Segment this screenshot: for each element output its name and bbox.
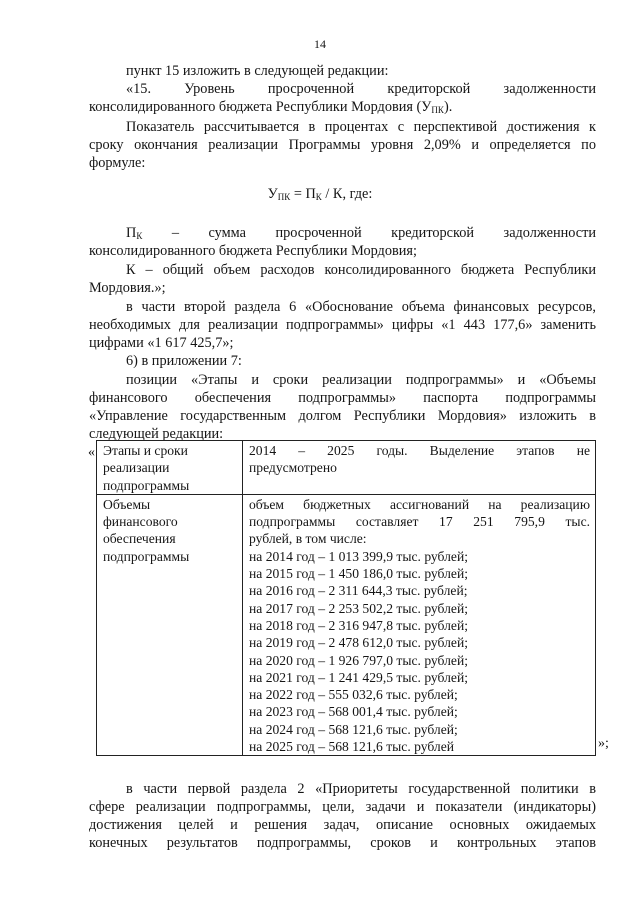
def-pk-line-1: $П_К$ – сумма просроченной кредиторской задолженности bbox=[126, 225, 596, 241]
passport-table bbox=[96, 440, 596, 756]
section2-line-2: сфере реализации подпрограммы, цели, задачи и показатели (индикаторы) bbox=[89, 799, 596, 815]
section2-line-3: достижения целей и решения задач, описание основных ожидаемых bbox=[89, 817, 596, 833]
year-line: на 2023 год – 568 001,4 тыс. рублей; bbox=[249, 704, 458, 720]
formula: $У_{ПК} = П_К / К$, где: bbox=[267, 186, 373, 202]
positions-line-4: следующей редакции: bbox=[89, 426, 224, 442]
row-value-stages: 2014 – 2025 годы. Выделение этапов не предусмотрено bbox=[243, 441, 596, 495]
section6-line-2: необходимых для реализации подпрограммы» цифры «1 443 177,6» заменить bbox=[89, 317, 596, 333]
subscript-pk: ПК bbox=[431, 105, 444, 115]
appendix-line: 6) в приложении 7: bbox=[126, 353, 242, 369]
year-line: на 2025 год – 568 121,6 тыс. рублей bbox=[249, 739, 455, 755]
def-pk-line-2: консолидированного бюджета Республики Мордовия; bbox=[89, 243, 417, 259]
positions-line-3: «Управление государственным долгом Республики Мордовия» изложить в bbox=[89, 408, 596, 424]
calc-line-1: Показатель рассчитывается в процентах с перспективой достижения к bbox=[126, 119, 596, 135]
table-row bbox=[97, 441, 596, 495]
def-k-line-1: К – общий объем расходов консолидированного бюджета Республики bbox=[126, 262, 596, 278]
positions-line-1: позиции «Этапы и сроки реализации подпрограммы» и «Объемы bbox=[126, 372, 596, 388]
year-line: на 2014 год – 1 013 399,9 тыс. рублей; bbox=[249, 548, 468, 564]
calc-line-3: формуле: bbox=[89, 155, 146, 171]
section6-line-3: цифрами «1 617 425,7»; bbox=[89, 335, 234, 351]
year-line: на 2021 год – 1 241 429,5 тыс. рублей; bbox=[249, 669, 468, 685]
row-value-funding: объем бюджетных ассигнований на реализацию подпрограммы составляет 17 251 795,9 тыс. рублей, в том числе: на 2014 год – 1 013 399,9 тыс. рублей; на 2015 год – 1 450 186,0 тыс. рублей; на 2016 год – 2 311 644,3 тыс. рублей; на 2017 год – 2 253 502,2 тыс. рублей; на 2018 год – 2 316 947,8 тыс. рублей; на 2019 год – 2 478 612,0 тыс. рублей; на 2020 год – 1 926 797,0 тыс. рублей; на 2021 год – 1 241 429,5 тыс. рублей; на 2022 год – 555 032,6 тыс. рублей; на 2023 год – 568 001,4 тыс. рублей; на 2024 год – 568 121,6 тыс. рублей; на 2025 год – 568 121,6 тыс. рублей bbox=[243, 494, 596, 755]
year-line: на 2020 год – 1 926 797,0 тыс. рублей; bbox=[249, 652, 468, 668]
row-label-stages: Этапы и сроки реализации подпрограммы bbox=[97, 441, 243, 495]
year-line: на 2022 год – 555 032,6 тыс. рублей; bbox=[249, 687, 458, 703]
year-line: на 2024 год – 568 121,6 тыс. рублей; bbox=[249, 721, 458, 737]
calc-line-2: сроку окончания реализации Программы уровня 2,09% и определяется по bbox=[89, 137, 596, 153]
intro-line-3: консолидированного бюджета Республики Мордовия $(У_{ПК})$. bbox=[89, 99, 453, 115]
row-label-funding: Объемы финансового обеспечения подпрограммы bbox=[97, 494, 243, 755]
year-line: на 2018 год – 2 316 947,8 тыс. рублей; bbox=[249, 617, 468, 633]
intro-line-2: «15. Уровень просроченной кредиторской задолженности bbox=[126, 81, 596, 97]
section2-line-1: в части первой раздела 2 «Приоритеты государственной политики в bbox=[126, 781, 596, 797]
year-line: на 2017 год – 2 253 502,2 тыс. рублей; bbox=[249, 600, 468, 616]
year-line: на 2015 год – 1 450 186,0 тыс. рублей; bbox=[249, 566, 468, 582]
section6-line-1: в части второй раздела 6 «Обоснование объема финансовых ресурсов, bbox=[126, 299, 596, 315]
intro-line-1: пункт 15 изложить в следующей редакции: bbox=[126, 63, 389, 79]
table-quote-close: »; bbox=[598, 736, 609, 751]
table-row bbox=[97, 494, 596, 755]
positions-line-2: финансового обеспечения подпрограммы» паспорта подпрограммы bbox=[89, 390, 596, 406]
table-quote-open: « bbox=[88, 445, 95, 460]
year-line: на 2019 год – 2 478 612,0 тыс. рублей; bbox=[249, 635, 468, 651]
def-k-line-2: Мордовия.»; bbox=[89, 280, 166, 296]
page-number: 14 bbox=[314, 37, 326, 51]
section2-line-4: конечных результатов подпрограммы, сроков и контрольных этапов bbox=[89, 835, 596, 851]
year-line: на 2016 год – 2 311 644,3 тыс. рублей; bbox=[249, 583, 468, 599]
